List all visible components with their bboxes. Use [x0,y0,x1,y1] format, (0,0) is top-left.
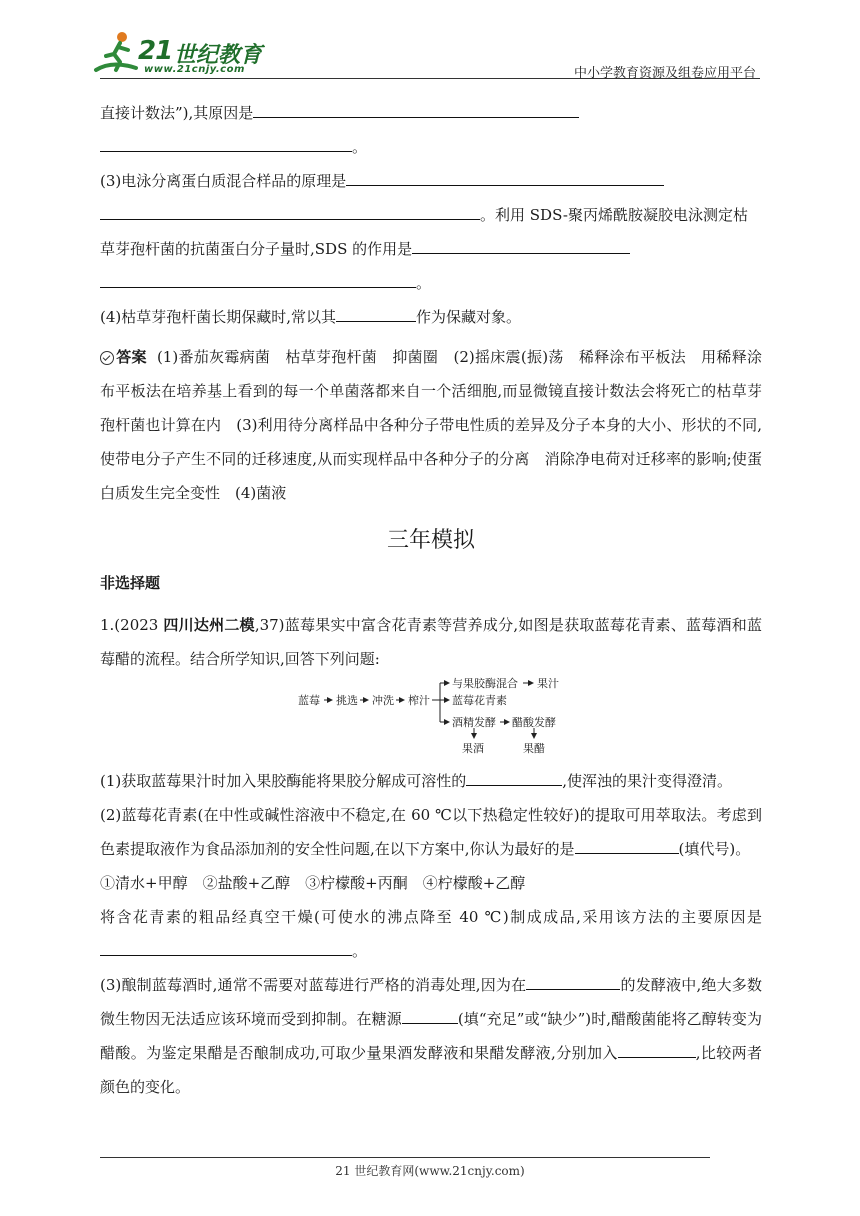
text-fragment: ,比较两者颜色的变化。 [100,1044,762,1096]
text-fragment: 草芽孢杆菌的抗菌蛋白分子量时,SDS 的作用是 [100,240,413,258]
footer-divider [100,1157,710,1158]
question-3 [100,164,762,198]
question-source-tail: ,37) [254,616,285,634]
text-fragment: (1)获取蓝莓果汁时加入果胶酶能将果胶分解成可溶性的 [100,772,467,790]
text-fragment: 作为保藏对象。 [416,308,522,326]
question-1-part-1 [100,764,762,798]
question-1-part-2 [100,798,762,866]
flow-node-acetic-fermentation: 醋酸发酵 [512,716,556,729]
text-fragment: 将含花青素的粗品经真空干燥(可使水的沸点降至 40 ℃)制成成品,采用该方法的主要原因是 [100,908,762,926]
page-header [0,0,860,80]
flow-node-juice: 榨汁 [408,694,430,707]
process-flowchart [100,678,762,762]
answer-text: (1)番茄灰霉病菌 枯草芽孢杆菌 抑菌圈 (2)摇床震(振)荡 稀释涂布平板法 用稀释涂布平板法在培养基上看到的每一个单菌落都来自一个活细胞,而显微镜直接计数法会将死亡的枯草芽孢杆菌也计算在内 (3)利用待分离样品中各种分子带电性质的差异及分子本身的大小、形状的不同,使带电分子产生不同的迁移速度,从而实现样品中各种分子的分离 消除净电荷对迁移率的影响;使蛋白质发生完全变性 (4)菌液 [100,348,762,502]
answer-label: 答案 [116,348,147,366]
text-fragment: (3)酿制蓝莓酒时,通常不需要对蓝莓进行严格的消毒处理,因为在 [100,976,527,994]
text-fragment: ,使浑浊的果汁变得澄清。 [562,772,733,790]
answer-blank[interactable] [100,199,480,220]
text-fragment: (4)枯草芽孢杆菌长期保藏时,常以其 [100,308,337,326]
text-fragment: 。 [416,274,432,292]
question-1-stem [100,608,762,676]
answer-blank[interactable] [253,97,579,118]
text-fragment: 直接计数法”),其原因是 [100,104,254,122]
flow-node-wine: 果酒 [462,742,484,755]
text-line [100,96,762,130]
text-fragment: (填“充足”或“缺少”)时,醋酸菌能将乙醇转变为醋酸。为鉴定果醋是否酿制成功,可取少量果酒发酵液和果醋发酵液,分别加入 [100,1010,762,1062]
text-fragment: 。 [352,138,368,156]
answer-blank[interactable] [618,1037,696,1058]
text-fragment: (2)蓝莓花青素(在中性或碱性溶液中不稳定,在 60 ℃以下热稳定性较好)的提取可用萃取法。考虑到色素提取液作为食品添加剂的安全性问题,在以下方案中,你认为最好的是 [100,806,762,858]
flow-node-fruit-juice: 果汁 [537,677,559,690]
flow-node-pectinase: 与果胶酶混合 [452,677,518,690]
answer-blank[interactable] [100,131,352,152]
header-divider [100,78,760,79]
answer-blank[interactable] [402,1003,458,1024]
text-line [100,232,762,266]
answer-blank[interactable] [100,267,416,288]
check-circle-icon [100,351,114,365]
flow-node-vinegar: 果醋 [523,742,545,755]
text-fragment: 。 [352,942,368,960]
answer-blank[interactable] [336,301,416,322]
flow-node-blueberry: 蓝莓 [298,694,320,707]
running-figure-icon [92,30,144,76]
question-1-part-2-cont [100,900,762,968]
text-fragment: (3)电泳分离蛋白质混合样品的原理是 [100,172,347,190]
flow-node-wash: 冲洗 [372,694,394,707]
answer-blank[interactable] [412,233,630,254]
flow-node-anthocyanin: 蓝莓花青素 [452,694,507,707]
page-footer[interactable]: 21 世纪教育网(www.21cnjy.com) [335,1164,525,1178]
question-4 [100,300,762,334]
text-fragment: 的发酵液中,绝大多数微生物因无法适应该环境而受到抑制。在糖源 [100,976,762,1028]
site-logo[interactable] [92,30,267,80]
text-fragment: 。利用 SDS-聚丙烯酰胺凝胶电泳测定枯 [480,206,748,224]
answer-blank[interactable] [346,165,664,186]
answer-block [100,340,762,510]
subheading: 非选择题 [100,574,161,592]
answer-blank[interactable] [100,935,352,956]
question-1-part-3 [100,968,762,1104]
answer-blank[interactable] [575,833,679,854]
flow-node-select: 挑选 [336,694,358,707]
solvent-options: ①清水+甲醇 ②盐酸+乙醇 ③柠檬酸+丙酮 ④柠檬酸+乙醇 [100,874,526,892]
text-line [100,198,762,232]
answer-blank[interactable] [466,765,562,786]
logo-number: 21 [138,36,173,66]
answer-blank[interactable] [526,969,620,990]
platform-tagline: 中小学教育资源及组卷应用平台 [573,66,756,81]
question-number: 1.(2023 [100,616,164,634]
text-line [100,266,762,300]
page-content [100,96,762,1104]
section-title: 三年模拟 [386,528,475,553]
question-source: 四川达州二模 [163,616,255,634]
logo-url: www.21cnjy.com [144,64,245,75]
text-line [100,130,762,164]
logo-text: 世纪教育 [174,43,263,68]
text-fragment: (填代号)。 [678,840,751,858]
flowchart-arrows [100,678,762,762]
flow-node-alcohol-fermentation: 酒精发酵 [452,716,496,729]
question-stem: 蓝莓果实中富含花青素等营养成分,如图是获取蓝莓花青素、蓝莓酒和蓝莓醋的流程。结合所学知识,回答下列问题: [100,616,762,668]
